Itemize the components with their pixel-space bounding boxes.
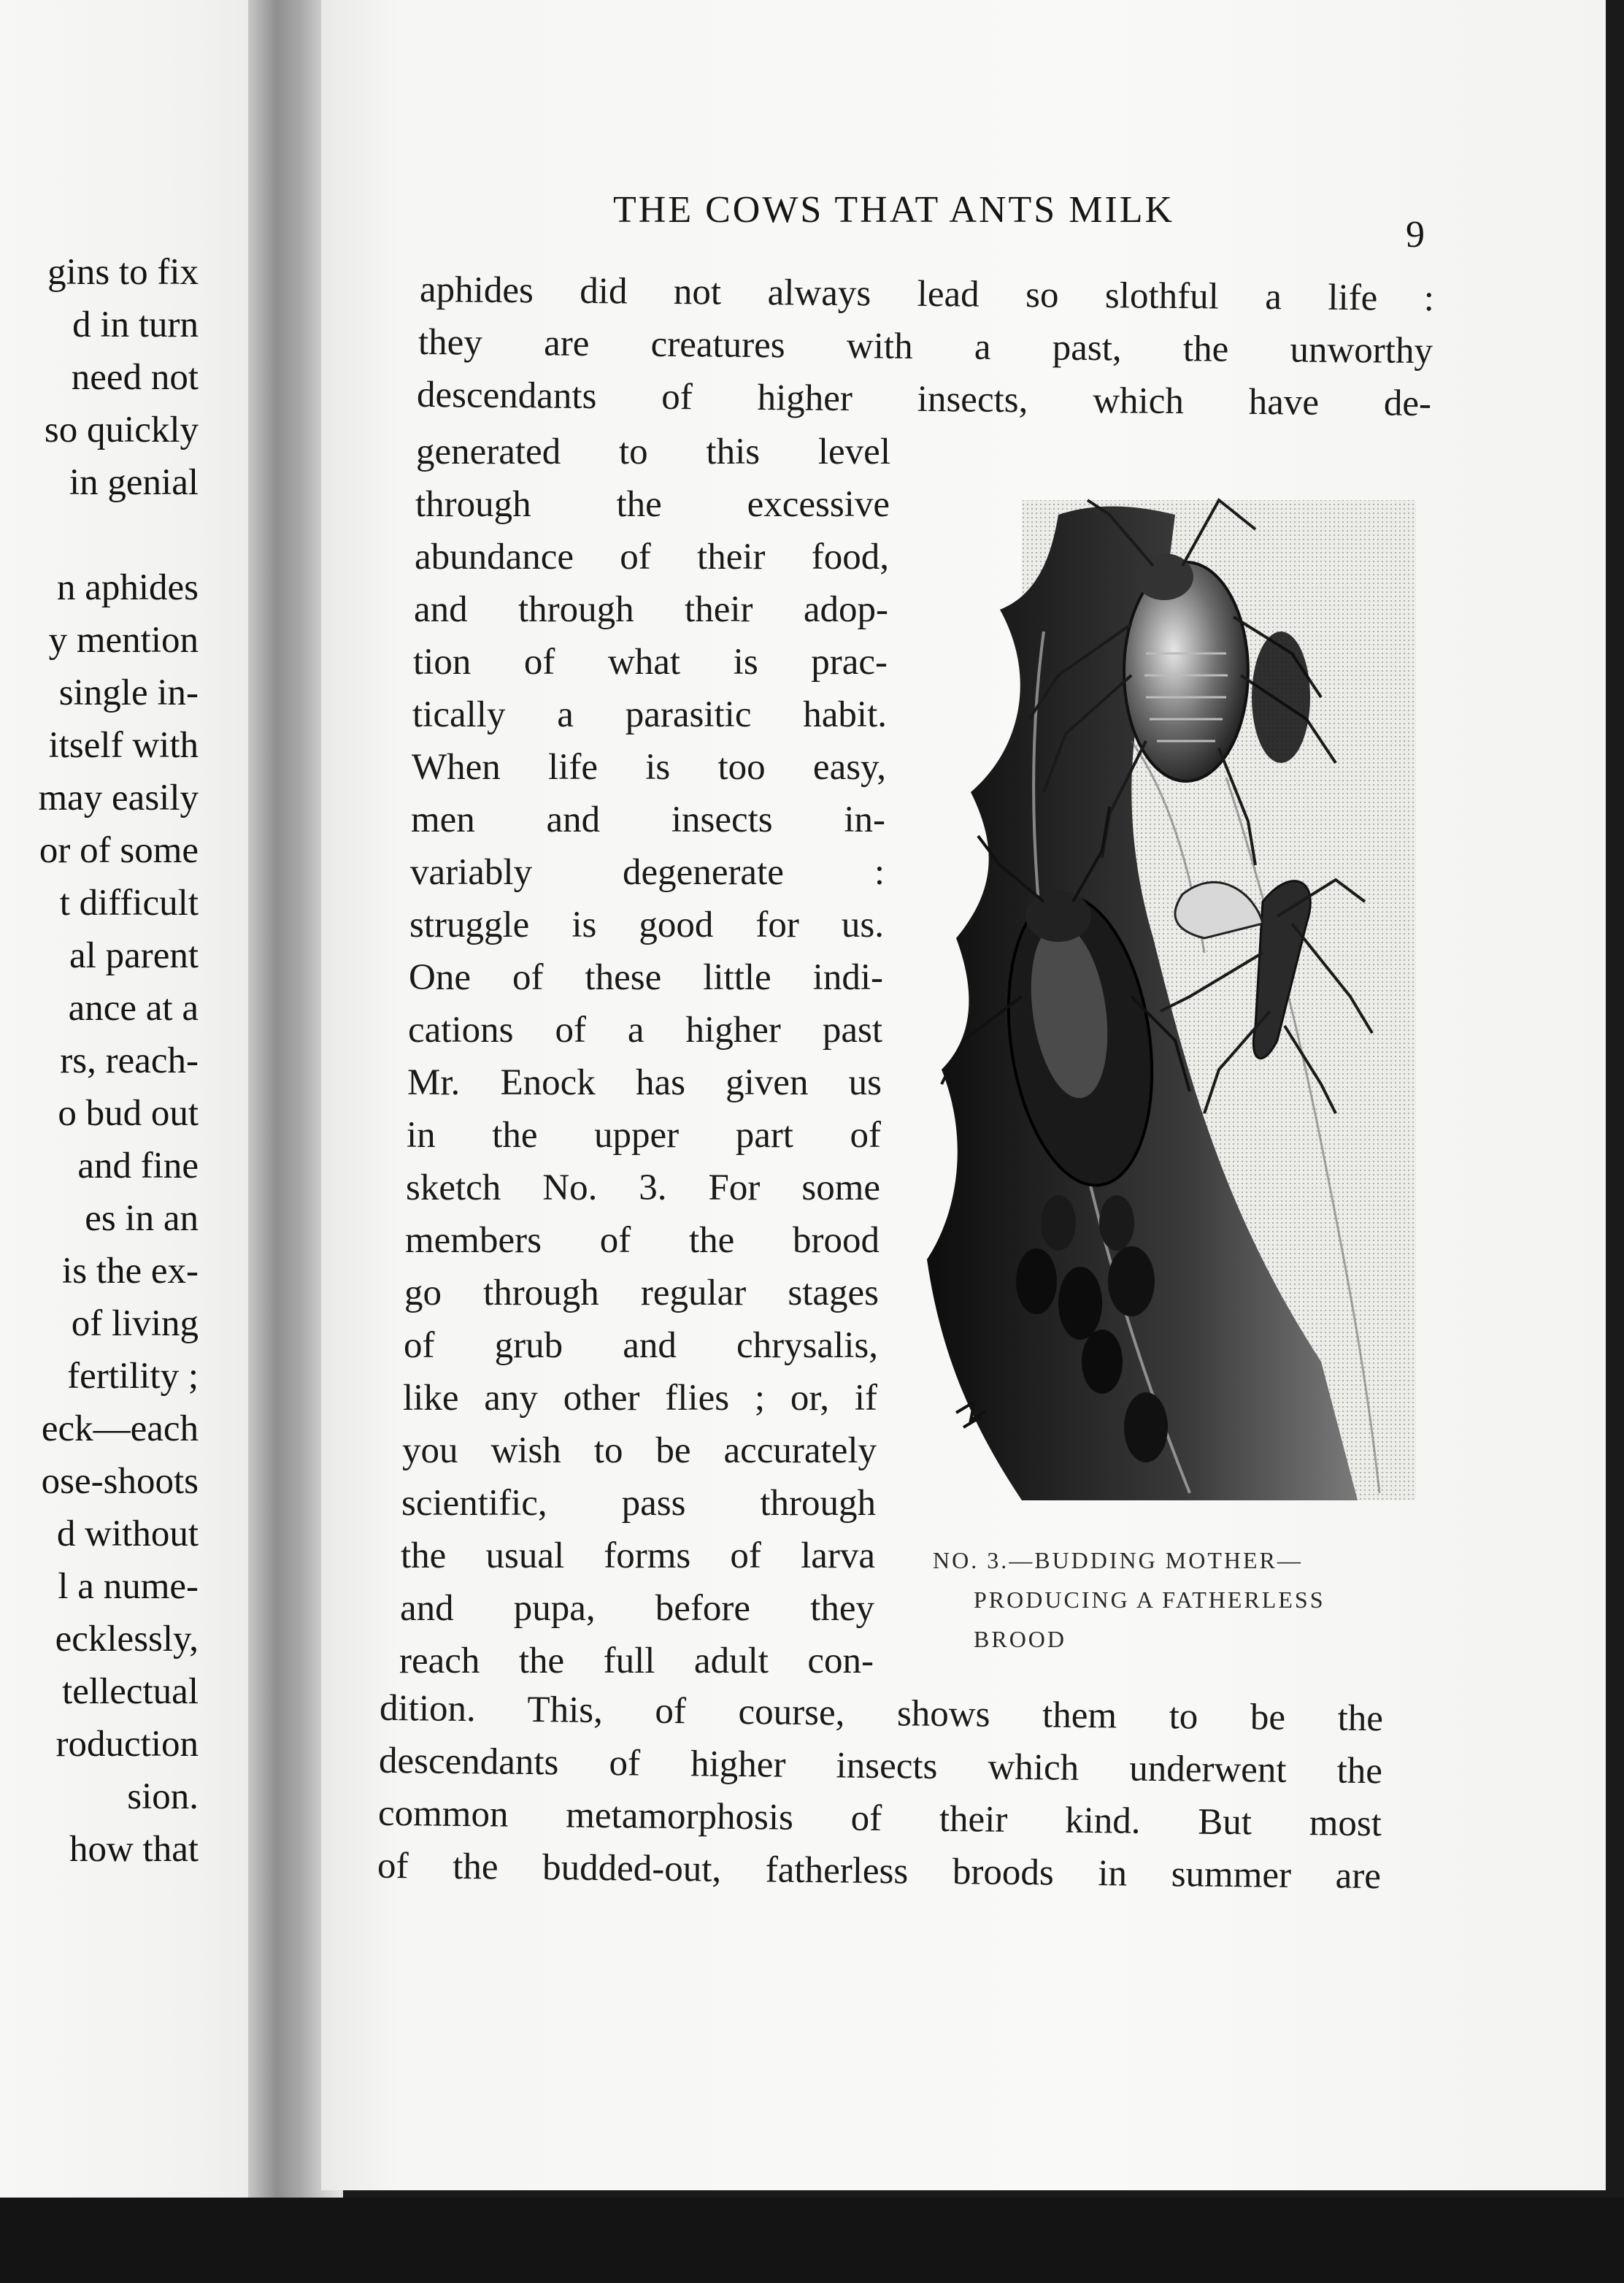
left-line: sion. (127, 1776, 199, 1817)
book-bottom-edge (0, 2198, 1624, 2283)
body-line: men and insects in- (411, 799, 885, 840)
left-line: and fine (77, 1146, 199, 1186)
caption-line: PRODUCING A FATHERLESS (974, 1586, 1325, 1613)
body-line: generated to this level (416, 431, 890, 472)
left-line: need not (71, 357, 199, 398)
left-line: d without (56, 1513, 199, 1554)
body-line: scientific, pass through (401, 1483, 876, 1524)
left-line: rs, reach- (60, 1040, 199, 1081)
body-line: the usual forms of larva (401, 1535, 875, 1576)
left-line: single in- (58, 672, 199, 713)
body-line: struggle is good for us. (409, 905, 884, 945)
left-line: ance at a (68, 988, 199, 1029)
body-line: cations of a higher past (408, 1010, 882, 1051)
left-line: so quickly (44, 410, 199, 450)
body-line: descendants of higher insects which underwent the (378, 1740, 1383, 1792)
aphid-figure (912, 486, 1416, 1504)
body-line: One of these little indi- (409, 957, 883, 998)
body-line: tically a parasitic habit. (412, 694, 887, 735)
left-line: n aphides (56, 567, 199, 608)
left-line: y mention (48, 620, 199, 661)
left-line: es in an (85, 1198, 199, 1239)
left-line: itself with (48, 725, 199, 766)
body-line: tion of what is prac- (413, 642, 888, 683)
body-line: members of the brood (405, 1220, 880, 1261)
left-line: how that (69, 1829, 199, 1870)
page-number: 9 (1406, 214, 1425, 256)
body-line: abundance of their food, (415, 537, 889, 578)
left-line: ecklessly, (55, 1619, 199, 1660)
body-line: in the upper part of (407, 1115, 881, 1156)
caption-line: NO. 3.—BUDDING MOTHER— (933, 1547, 1303, 1573)
running-head: THE COWS THAT ANTS MILK (613, 189, 1175, 231)
body-line: Mr. Enock has given us (407, 1062, 882, 1103)
left-line: t difficult (59, 883, 199, 924)
body-line: go through regular stages (404, 1273, 879, 1313)
body-line: of the budded-out, fatherless broods in summer are (377, 1845, 1382, 1898)
left-line: eck—each (41, 1408, 199, 1449)
body-line: dition. This, of course, shows them to be the (379, 1687, 1384, 1740)
body-line: sketch No. 3. For some (406, 1167, 880, 1208)
caption-line: BROOD (974, 1626, 1067, 1652)
figure-caption (933, 1540, 1400, 1659)
left-line: roduction (55, 1724, 199, 1765)
body-line: and pupa, before they (400, 1588, 874, 1629)
body-line: like any other flies ; or, if (403, 1378, 877, 1419)
body-line: variably degenerate : (410, 852, 885, 893)
body-line: When life is too easy, (412, 747, 886, 788)
left-line: is the ex- (62, 1251, 199, 1292)
body-line: of grub and chrysalis, (404, 1325, 878, 1366)
left-line: al parent (69, 935, 199, 976)
left-line: of living (71, 1303, 199, 1344)
left-line: ose-shoots (41, 1461, 199, 1502)
body-line: you wish to be accurately (402, 1430, 877, 1471)
body-line: and through their adop- (414, 589, 888, 630)
left-line: tellectual (62, 1671, 199, 1712)
body-line: through the excessive (415, 484, 890, 525)
left-line: gins to fix (47, 252, 199, 293)
aphid-illustration-icon (912, 486, 1416, 1504)
left-line: in genial (69, 462, 199, 503)
body-line: common metamorphosis of their kind. But most (377, 1792, 1382, 1845)
left-line: fertility ; (67, 1356, 199, 1397)
body-line: they are creatures with a past, the unworthy (417, 321, 1433, 372)
left-line: may easily (38, 778, 199, 818)
left-facing-page (0, 0, 277, 2198)
left-line: l a nume- (58, 1566, 199, 1607)
left-line: o bud out (58, 1093, 199, 1134)
body-line: descendants of higher insects, which have de- (416, 374, 1432, 425)
left-line: or of some (39, 830, 199, 871)
body-line: aphides did not always lead so slothful a life : (419, 269, 1435, 320)
body-line: reach the full adult con- (399, 1641, 874, 1681)
left-line: d in turn (72, 304, 199, 345)
